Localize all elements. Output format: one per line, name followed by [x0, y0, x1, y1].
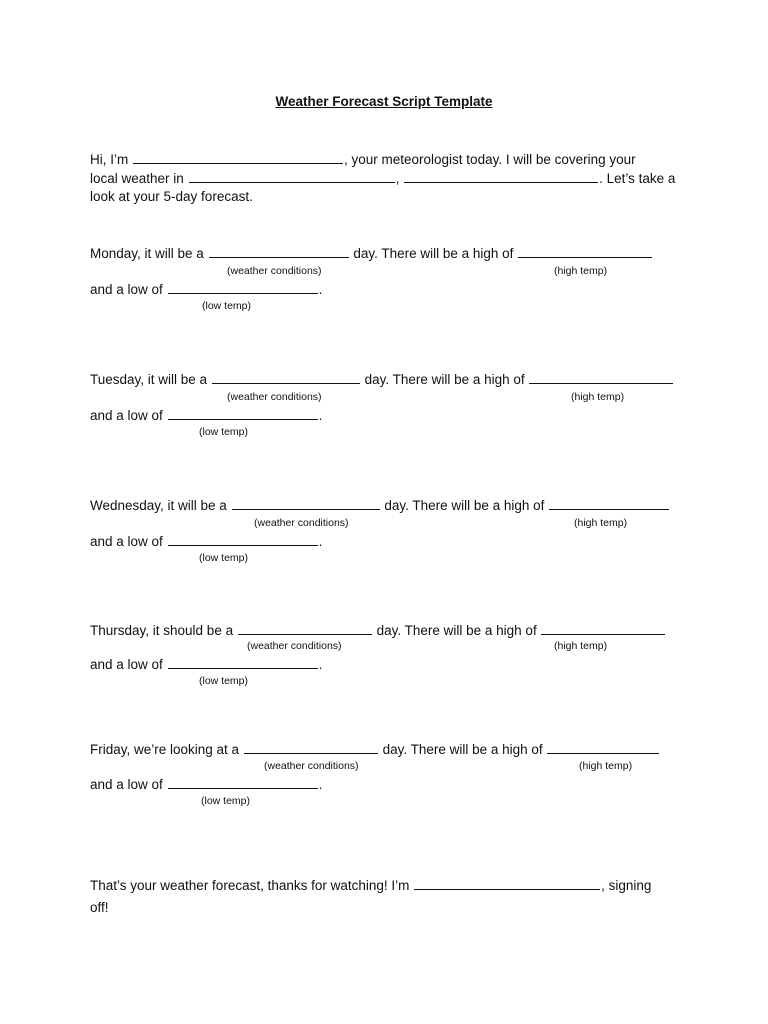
- tuesday-high-hint: (high temp): [571, 391, 625, 403]
- wednesday-low-hint: (low temp): [199, 552, 249, 564]
- thursday-high-blank[interactable]: [541, 621, 665, 635]
- monday-weather-blank[interactable]: [209, 244, 349, 258]
- wednesday-weather-hint: (weather conditions): [254, 517, 349, 529]
- friday-low-line: and a low of .: [90, 777, 323, 792]
- tuesday-low-blank[interactable]: [168, 406, 318, 420]
- intro-line-1: Hi, I’m , your meteorologist today. I will be covering your: [90, 152, 636, 167]
- thursday-weather-hint: (weather conditions): [247, 640, 342, 652]
- wednesday-low-line: and a low of .: [90, 534, 323, 549]
- thursday-weather-blank[interactable]: [238, 621, 372, 635]
- monday-low-line: and a low of .: [90, 282, 323, 297]
- wednesday-weather-blank[interactable]: [232, 496, 380, 510]
- state-blank[interactable]: [404, 169, 598, 183]
- page-title: Weather Forecast Script Template: [275, 94, 493, 109]
- friday-weather-hint: (weather conditions): [264, 760, 359, 772]
- tuesday-low-hint: (low temp): [199, 426, 249, 438]
- tuesday-low-line: and a low of .: [90, 408, 323, 423]
- wednesday-high-blank[interactable]: [549, 496, 669, 510]
- thursday-high-hint: (high temp): [554, 640, 608, 652]
- friday-high-blank[interactable]: [547, 740, 659, 754]
- tuesday-high-blank[interactable]: [529, 370, 673, 384]
- friday-weather-blank[interactable]: [244, 740, 378, 754]
- intro-line-3: look at your 5-day forecast.: [90, 189, 253, 204]
- wednesday-low-blank[interactable]: [168, 532, 318, 546]
- monday-weather-hint: (weather conditions): [227, 265, 322, 277]
- monday-line: Monday, it will be a day. There will be a high of: [90, 244, 653, 263]
- friday-high-hint: (high temp): [579, 760, 633, 772]
- tuesday-weather-blank[interactable]: [212, 370, 360, 384]
- friday-line: Friday, we’re looking at a day. There will be a high of: [90, 740, 660, 759]
- thursday-low-blank[interactable]: [168, 655, 318, 669]
- thursday-low-hint: (low temp): [199, 675, 249, 687]
- thursday-low-line: and a low of .: [90, 657, 323, 672]
- monday-high-blank[interactable]: [518, 244, 652, 258]
- thursday-line: Thursday, it should be a day. There will be a high of: [90, 621, 666, 640]
- intro-line-2: local weather in , . Let’s take a: [90, 171, 676, 186]
- monday-low-hint: (low temp): [202, 300, 252, 312]
- wednesday-line: Wednesday, it will be a day. There will be a high of: [90, 496, 670, 515]
- closing-line-1: That’s your weather forecast, thanks for watching! I’m , signing: [90, 878, 652, 893]
- wednesday-high-hint: (high temp): [574, 517, 628, 529]
- name-blank[interactable]: [133, 150, 343, 164]
- closing-name-blank[interactable]: [414, 876, 600, 890]
- monday-high-hint: (high temp): [554, 265, 608, 277]
- monday-low-blank[interactable]: [168, 280, 318, 294]
- tuesday-weather-hint: (weather conditions): [227, 391, 322, 403]
- tuesday-line: Tuesday, it will be a day. There will be a high of: [90, 370, 674, 389]
- friday-low-blank[interactable]: [168, 775, 318, 789]
- city-blank[interactable]: [189, 169, 395, 183]
- friday-low-hint: (low temp): [201, 795, 251, 807]
- closing-line-2: off!: [90, 900, 109, 915]
